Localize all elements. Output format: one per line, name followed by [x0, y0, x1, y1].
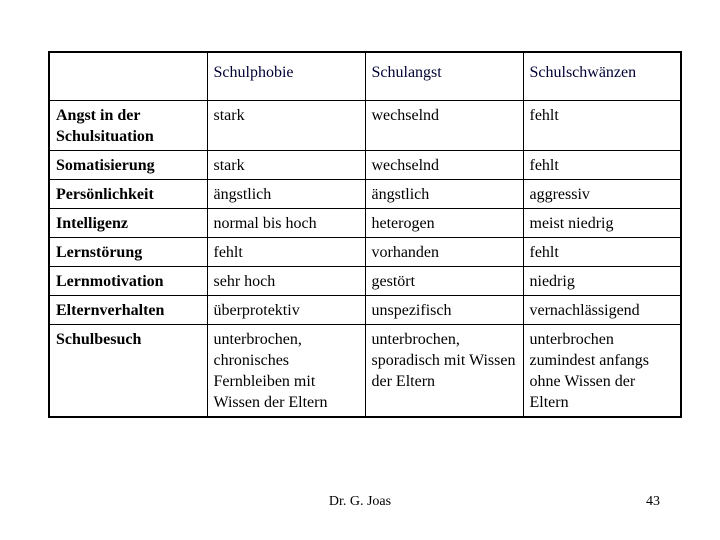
- table-row: [49, 151, 681, 180]
- table-cell: stark: [207, 151, 365, 180]
- table-cell: sehr hoch: [207, 267, 365, 296]
- row-label: Elternverhalten: [49, 296, 207, 325]
- table-cell: fehlt: [523, 151, 681, 180]
- table-cell: fehlt: [523, 101, 681, 151]
- table-cell: unspezifisch: [365, 296, 523, 325]
- header-schulschwaenzen: Schulschwänzen: [523, 52, 681, 101]
- table-cell: aggressiv: [523, 180, 681, 209]
- table-cell: gestört: [365, 267, 523, 296]
- table-cell: ängstlich: [207, 180, 365, 209]
- page-number: 43: [646, 494, 660, 509]
- header-schulphobie: Schulphobie: [207, 52, 365, 101]
- comparison-table: [48, 51, 682, 418]
- table-cell: fehlt: [523, 238, 681, 267]
- table-row: [49, 180, 681, 209]
- table-cell: unterbrochen zumindest anfangs ohne Wissen der Eltern: [523, 325, 681, 418]
- table-cell: normal bis hoch: [207, 209, 365, 238]
- table-row: [49, 267, 681, 296]
- header-schulangst: Schulangst: [365, 52, 523, 101]
- table-cell: ängstlich: [365, 180, 523, 209]
- table-row: [49, 325, 681, 418]
- table-cell: wechselnd: [365, 151, 523, 180]
- table-cell: vernachlässigend: [523, 296, 681, 325]
- row-label: Schulbesuch: [49, 325, 207, 418]
- row-label: Persönlichkeit: [49, 180, 207, 209]
- table-cell: meist niedrig: [523, 209, 681, 238]
- row-label: Angst in der Schulsituation: [49, 101, 207, 151]
- table-cell: überprotektiv: [207, 296, 365, 325]
- table-cell: wechselnd: [365, 101, 523, 151]
- table-cell: niedrig: [523, 267, 681, 296]
- table-cell: unterbrochen, sporadisch mit Wissen der Eltern: [365, 325, 523, 418]
- header-corner-cell: [49, 52, 207, 101]
- table-cell: stark: [207, 101, 365, 151]
- table-row: [49, 238, 681, 267]
- row-label: Lernstörung: [49, 238, 207, 267]
- table-cell: vorhanden: [365, 238, 523, 267]
- table-row: [49, 296, 681, 325]
- table-row: [49, 101, 681, 151]
- table-row: [49, 209, 681, 238]
- table-header-row: [49, 52, 681, 101]
- table-cell: unterbrochen, chronisches Fernbleiben mit Wissen der Eltern: [207, 325, 365, 418]
- table-cell: fehlt: [207, 238, 365, 267]
- row-label: Somatisierung: [49, 151, 207, 180]
- row-label: Lernmotivation: [49, 267, 207, 296]
- footer-author: Dr. G. Joas: [328, 494, 392, 509]
- table-cell: heterogen: [365, 209, 523, 238]
- row-label: Intelligenz: [49, 209, 207, 238]
